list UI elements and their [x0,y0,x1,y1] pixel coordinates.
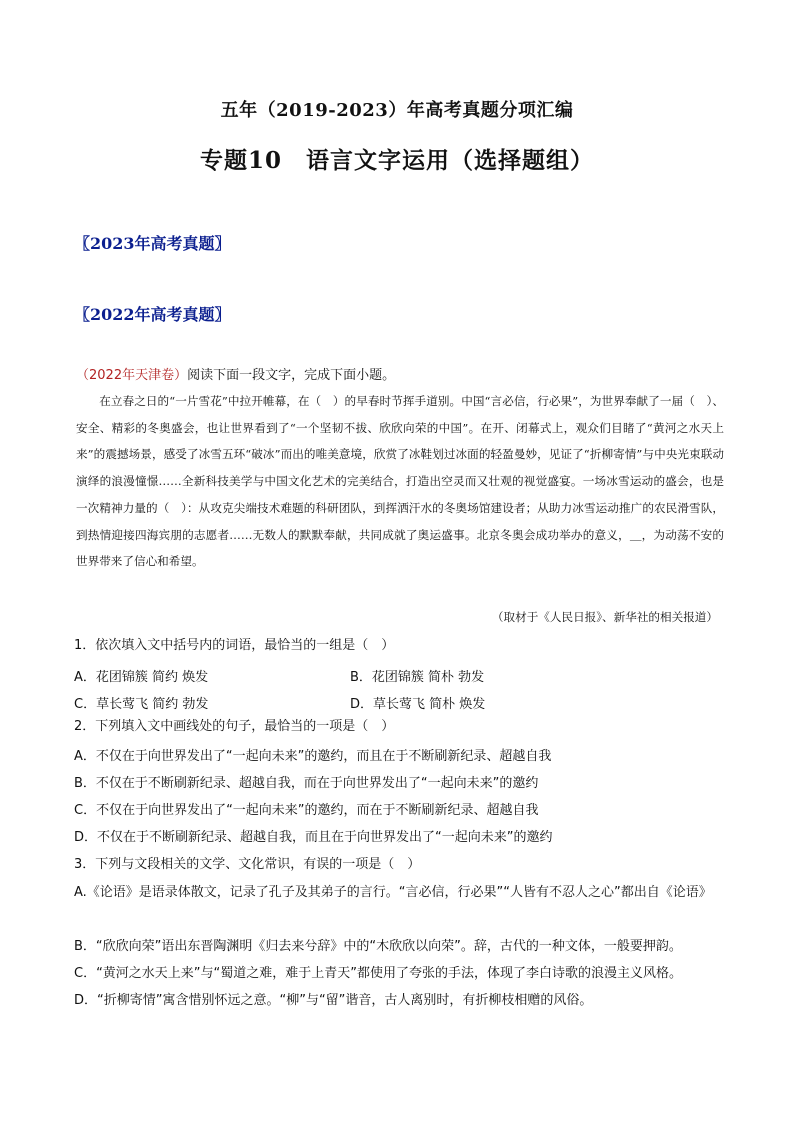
question-1-option-a[interactable]: A．花团锦簇 简约 焕发 [74,670,209,685]
question-2-option-c[interactable]: C．不仅在于向世界发出了“一起向未来”的邀约，而在于不断刷新纪录、超越自我 [74,803,539,818]
question-1-option-b[interactable]: B．花团锦簇 简朴 勃发 [350,670,485,685]
topic-subtitle: 专题10 语言文字运用（选择题组） [199,147,594,174]
question-2-option-a[interactable]: A．不仅在于向世界发出了“一起向未来”的邀约，而且在于不断刷新纪录、超越自我 [74,749,552,764]
section-heading-2022: 〖2022年高考真题〗 [74,305,231,324]
question-intro [76,364,395,383]
question-1-option-d[interactable]: D．草长莺飞 简朴 焕发 [350,697,486,712]
question-1-option-c[interactable]: C．草长莺飞 简约 勃发 [74,697,209,712]
reading-passage: 在立春之日的“一片雪花”中拉开帷幕，在（ ）的早春时节挥手道别。中国“言必信，行必果”，为世界奉献了一届（ ）、安全、精彩的冬奥盛会，也让世界看到了“一个坚韧不拔、欣欣向荣的中国”。在开、闭幕式上，观众们目睹了“黄河之水天上来”的震撼场景，感受了冰雪五环“破冰”而出的唯美意境，欣赏了冰鞋划过冰面的轻盈曼妙，见证了“折柳寄情”与中央光束联动演绎的浪漫憧憬……全新科技美学与中国文化艺术的完美结合，打造出空灵而又壮观的视觉盛宴。一场冰雪运动的盛会，也是一次精神力量的（ ）：从攻克尖端技术难题的科研团队，到挥洒汗水的冬奥场馆建设者；从助力冰雪运动推广的农民滑雪队，到热情迎接四海宾朋的志愿者……无数人的默默奉献，共同成就了奥运盛事。北京冬奥会成功举办的意义，＿，为动荡不安的世界带来了信心和希望。 [76,394,724,569]
question-3-option-b[interactable]: B．“欣欣向荣”语出东晋陶渊明《归去来兮辞》中的“木欣欣以向荣”。辞，古代的一种文体，一般要押韵。 [74,939,682,954]
question-2-option-d[interactable]: D．不仅在于不断刷新纪录、超越自我，而且在于向世界发出了“一起向未来”的邀约 [74,830,553,845]
section-heading-2023: 〖2023年高考真题〗 [74,234,231,253]
question-3-option-d[interactable]: D．“折柳寄情”寓含惜别怀远之意。“柳”与“留”谐音，古人离别时，有折柳枝相赠的风俗。 [74,993,593,1008]
question-2-option-b[interactable]: B．不仅在于不断刷新纪录、超越自我，而在于向世界发出了“一起向未来”的邀约 [74,776,539,791]
document-title: 五年（2019-2023）年高考真题分项汇编 [220,100,574,121]
exam-source: （2022年天津卷） [76,368,188,383]
reading-instruction: 阅读下面一段文字，完成下面小题。 [187,368,396,383]
question-1-stem: 1．依次填入文中括号内的词语，最恰当的一组是（ ） [74,638,395,653]
question-3-option-c[interactable]: C．“黄河之水天上来”与“蜀道之难，难于上青天”都使用了夸张的手法，体现了李白诗歌的浪漫主义风格。 [74,966,683,981]
question-3-stem: 3．下列与文段相关的文学、文化常识，有误的一项是（ ） [74,857,421,872]
source-credit: （取材于《人民日报》、新华社的相关报道） [491,610,718,624]
question-3-option-a[interactable]: A.《论语》是语录体散文，记录了孔子及其弟子的言行。“言必信，行必果”“人皆有不忍人之心”都出自《论语》 [74,885,712,900]
question-2-stem: 2．下列填入文中画线处的句子，最恰当的一项是（ ） [74,719,395,734]
